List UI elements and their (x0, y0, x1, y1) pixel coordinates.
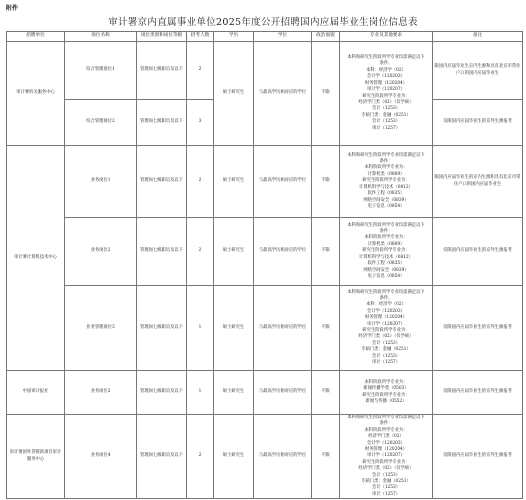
major-line: 条件： (379, 159, 393, 165)
major-line: 本科：经济学（02） (366, 302, 406, 308)
category-cell: 管理岗七级职员及以下 (137, 286, 187, 371)
col-category: 岗位类别和岗位等级 (137, 32, 187, 42)
col-post: 岗位名称 (65, 32, 137, 42)
major-line: 研究生阶段所学专业为： (362, 248, 410, 254)
positions-table (6, 31, 523, 499)
major-line: 网络空间安全（0839） (363, 197, 409, 203)
major-cell (340, 42, 433, 146)
major-line: 本科阶段所学专业为： (364, 235, 408, 241)
major-line: 条件。 (379, 295, 393, 301)
major-line: 会计（1253） (371, 472, 401, 478)
count-cell: 3 (187, 100, 214, 146)
major-line: 新闻与传播（0552） (365, 398, 407, 404)
major-line: 研究生阶段所学专业为： (362, 328, 410, 333)
degree-cell: 与最高学历相对应的学位 (254, 415, 312, 499)
major-line: 会计学（120203） (367, 74, 405, 80)
major-line: 研究生阶段所学专业为： (362, 459, 410, 465)
post-cell: 业务管理岗位3 (65, 286, 137, 371)
post-cell: 综合管理岗位1 (65, 42, 137, 100)
major-line: 经济学门类（02）（仅学硕） (358, 99, 414, 105)
col-education: 学历 (214, 32, 254, 42)
note-cell: 限国内应届毕业生京内生源和具有北京市常住户口的国内应届毕业生 (433, 42, 523, 100)
major-line: 条件： (379, 421, 393, 427)
major-cell (340, 286, 433, 371)
degree-cell: 与最高学历相对应的学位 (254, 286, 312, 371)
category-cell: 管理岗七级职员及以下 (137, 146, 187, 218)
count-cell: 2 (187, 218, 214, 286)
major-line: 本科和研究生阶段所学专业均需满足以下 (347, 415, 425, 420)
education-cell: 硕士研究生 (214, 371, 254, 415)
degree-cell: 与最高学历相对应的学位 (254, 218, 312, 286)
note-cell: 仅限国内应届毕业生的京外生源报考 (433, 415, 523, 499)
unit-cell: 审计署机关服务中心 (7, 42, 65, 146)
note-cell: 仅限国内应届毕业生的京外生源报考 (433, 371, 523, 415)
major-line: 本科：经济学（02） (366, 67, 406, 73)
note-cell: 限国内应届毕业生的京内生源和具有北京市常住户口的国内应届毕业生 (433, 146, 523, 218)
major-line: 会计学（120203） (367, 440, 405, 446)
education-cell: 硕士研究生 (214, 146, 254, 218)
post-cell: 业务岗位2 (65, 218, 137, 286)
major-line: 计算机科学与技术（0812） (359, 254, 413, 260)
post-cell: 业务岗位1 (65, 146, 137, 218)
category-cell: 管理岗七级职员及以下 (137, 415, 187, 499)
major-line: 软件工程（0835） (367, 191, 405, 197)
major-line: 计算机类（0809） (367, 241, 405, 247)
major-line: 软件工程（0835） (367, 261, 405, 267)
major-line: 本科和研究生阶段所学专业均需满足以下 (347, 55, 425, 61)
category-cell: 管理岗七级职员及以下 (137, 218, 187, 286)
table-row (7, 371, 523, 415)
major-line: 条件： (379, 229, 393, 235)
major-line: 本科阶段所学专业为： (364, 379, 408, 385)
table-row (7, 218, 523, 286)
note-cell: 仅限国内应届毕业生的京外生源报考 (433, 286, 523, 371)
major-line: 财务管理（120204） (364, 80, 408, 86)
note-cell: 仅限国内应届毕业生的京外生源报考 (433, 218, 523, 286)
major-line: 审计（1257） (371, 491, 401, 497)
major-line: 本科和研究生阶段所学专业均需满足以下 (347, 152, 425, 158)
political-cell: 不限 (312, 42, 340, 146)
table-row (7, 286, 523, 371)
major-cell (340, 146, 433, 218)
education-cell: 硕士研究生 (214, 286, 254, 371)
post-cell: 综合管理岗位2 (65, 100, 137, 146)
category-cell: 管理岗七级职员及以下 (137, 100, 187, 146)
major-line: 审计学（120207） (367, 453, 405, 459)
post-cell: 业务岗位4 (65, 415, 137, 499)
political-cell: 不限 (312, 371, 340, 415)
major-line: 会计（1253） (371, 485, 401, 491)
major-cell (340, 371, 433, 415)
count-cell: 2 (187, 146, 214, 218)
education-cell: 硕士研究生 (214, 42, 254, 146)
major-line: 经济学门类（02） (368, 434, 404, 440)
major-line: 审计（1257） (371, 125, 401, 131)
major-line: 审计学（120207） (367, 321, 405, 327)
count-cell: 1 (187, 371, 214, 415)
major-line: 财务管理（120204） (364, 447, 408, 453)
unit-cell: 审计署计算机技术中心 (7, 146, 65, 371)
major-line: 会计（1253） (371, 353, 401, 359)
count-cell: 2 (187, 415, 214, 499)
major-line: 本科和研究生阶段所学专业均需满足以下 (347, 222, 425, 228)
major-line: 专硕门类：金融（0251） (361, 479, 411, 485)
count-cell: 2 (187, 42, 214, 100)
degree-cell: 与最高学历相对应的学位 (254, 371, 312, 415)
table-row (7, 415, 523, 499)
major-line: 财务管理（120204） (364, 315, 408, 321)
major-line: 审计（1257） (371, 360, 401, 366)
table-row (7, 42, 523, 100)
col-note: 备注 (433, 32, 523, 42)
post-cell: 业务岗位2 (65, 371, 137, 415)
political-cell: 不限 (312, 415, 340, 499)
degree-cell: 与最高学历相对应的学位 (254, 42, 312, 146)
major-line: 会计（1253） (371, 340, 401, 346)
major-cell (340, 218, 433, 286)
major-line: 研究生阶段所学专业为： (362, 93, 410, 99)
unit-cell: 中国审计报社 (7, 371, 65, 415)
major-line: 审计学（120207） (367, 87, 405, 93)
col-major: 专业及其他要求 (340, 32, 433, 42)
major-line: 电子信息（0854） (367, 273, 405, 279)
major-line: 本科阶段所学专业为： (364, 165, 408, 171)
major-line: 本科和研究生阶段所学专业均需满足以下 (347, 289, 425, 295)
education-cell: 硕士研究生 (214, 218, 254, 286)
category-cell: 管理岗七级职员及以下 (137, 371, 187, 415)
political-cell: 不限 (312, 218, 340, 286)
major-line: 经济学门类（02）（仅学硕） (358, 466, 414, 472)
major-line: 专硕门类：金融（0251） (361, 112, 411, 118)
category-cell: 管理岗七级职员及以下 (137, 42, 187, 100)
major-line: 研究生阶段所学专业为： (362, 178, 410, 184)
unit-cell: 审计署国外贷援款项目审计服务中心 (7, 415, 65, 499)
header-row (7, 32, 523, 42)
table-row (7, 146, 523, 218)
education-cell: 硕士研究生 (214, 415, 254, 499)
major-line: 会计（1253） (371, 119, 401, 125)
major-line: 会计学（120203） (367, 308, 405, 314)
political-cell: 不限 (312, 286, 340, 371)
major-line: 计算机科学与技术（0812） (359, 184, 413, 190)
col-degree: 学位 (254, 32, 312, 42)
major-line: 计算机类（0809） (367, 171, 405, 177)
major-line: 专硕门类：金融（0251） (361, 347, 411, 353)
count-cell: 1 (187, 286, 214, 371)
col-unit: 招聘单位 (7, 32, 65, 42)
major-cell (340, 415, 433, 499)
attachment-label: 附件 (6, 5, 19, 12)
major-line: 新闻传播学类（0503） (363, 386, 409, 392)
major-line: 电子信息（0854） (367, 203, 405, 209)
major-line: 研究生阶段所学专业为： (362, 392, 410, 398)
political-cell: 不限 (312, 146, 340, 218)
major-line: 网络空间安全（0839） (363, 267, 409, 273)
page-title: 审计署京内直属事业单位2025年度公开招聘国内应届毕业生岗位信息表 (108, 17, 418, 28)
col-count: 招考人数 (187, 32, 214, 42)
major-line: 条件。 (379, 61, 393, 67)
col-political: 政治面貌 (312, 32, 340, 42)
major-line: 经济学门类（02）（仅学硕） (358, 334, 414, 340)
major-line: 会计（1253） (371, 106, 401, 112)
degree-cell: 与最高学历相对应的学位 (254, 146, 312, 218)
major-line: 本科阶段所学专业为： (364, 427, 408, 433)
note-cell: 仅限国内应届毕业生的京外生源报考 (433, 100, 523, 146)
